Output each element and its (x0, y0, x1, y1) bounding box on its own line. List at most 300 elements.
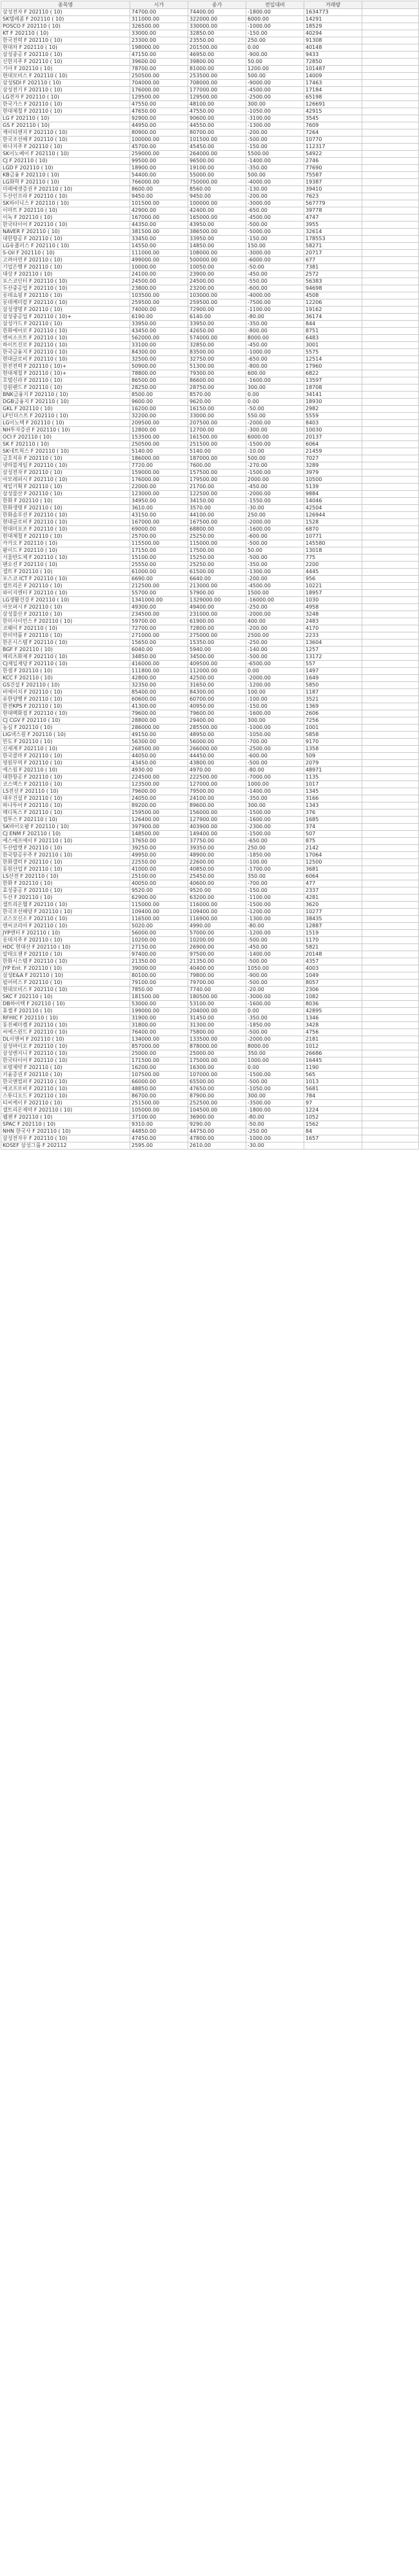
cell-extra (362, 207, 419, 214)
cell-volume: 2746 (304, 158, 362, 165)
cell-close: 708000.00 (188, 80, 246, 87)
cell-volume: 1013 (304, 1079, 362, 1086)
cell-volume: 3166 (304, 795, 362, 802)
table-row (1, 1072, 419, 1079)
cell-name: 한국콜마 F 202110 ( 10) (1, 753, 130, 760)
cell-extra (362, 732, 419, 739)
table-row (1, 1128, 419, 1135)
cell-extra (362, 654, 419, 661)
cell-extra (362, 866, 419, 873)
cell-name: 이마트 F 202110 ( 10) (1, 207, 130, 214)
cell-change: -600.00 (246, 533, 304, 540)
cell-extra (362, 590, 419, 597)
cell-volume: 1519 (304, 930, 362, 937)
table-row (1, 1057, 419, 1065)
cell-volume: 54922 (304, 151, 362, 158)
cell-name: 한국타이어 F 202110 ( 10) (1, 1057, 130, 1065)
table-row (1, 880, 419, 887)
cell-open: 10000.00 (130, 264, 188, 271)
cell-open: 25000.00 (130, 1050, 188, 1057)
table-row (1, 689, 419, 696)
cell-extra (362, 214, 419, 222)
cell-change: -200.00 (246, 625, 304, 632)
cell-extra (362, 122, 419, 129)
table-row (1, 562, 419, 569)
cell-volume: 14009 (304, 73, 362, 80)
cell-open: 39250.00 (130, 845, 188, 852)
table-row (1, 980, 419, 987)
table-row (1, 944, 419, 951)
cell-open: 9310.00 (130, 1121, 188, 1128)
cell-extra (362, 1057, 419, 1065)
table-row (1, 696, 419, 703)
table-row (1, 639, 419, 647)
cell-extra (362, 817, 419, 824)
cell-close: 264000.00 (188, 151, 246, 158)
cell-change: -250.00 (246, 604, 304, 611)
cell-extra (362, 250, 419, 257)
cell-close: 25250.00 (188, 562, 246, 569)
cell-name: 삼성전기 F 202110 ( 10) (1, 87, 130, 94)
cell-change: -1800.00 (246, 1107, 304, 1114)
cell-name: KCC F 202110 ( 10) (1, 675, 130, 682)
table-row (1, 810, 419, 817)
cell-open: 499000.00 (130, 257, 188, 264)
cell-volume: 7256 (304, 717, 362, 724)
cell-open: 44950.00 (130, 122, 188, 129)
table-row (1, 377, 419, 384)
cell-volume: 4958 (304, 604, 362, 611)
cell-extra (362, 9, 419, 16)
cell-change: -1500.00 (246, 469, 304, 477)
cell-change: 0.00 (246, 1008, 304, 1015)
cell-change: 0.00 (246, 399, 304, 406)
cell-extra (362, 689, 419, 696)
cell-open: 54400.00 (130, 172, 188, 179)
cell-volume: 1528 (304, 519, 362, 526)
cell-change: -1850.00 (246, 852, 304, 859)
cell-extra (362, 696, 419, 703)
cell-extra (362, 512, 419, 519)
cell-close: 23200.00 (188, 285, 246, 292)
cell-open: 34850.00 (130, 654, 188, 661)
table-row (1, 491, 419, 498)
cell-extra (362, 1128, 419, 1135)
cell-close: 204000.00 (188, 1008, 246, 1015)
cell-close: 42650.00 (188, 328, 246, 335)
cell-extra (362, 668, 419, 675)
cell-extra (362, 526, 419, 533)
cell-open: 89200.00 (130, 802, 188, 810)
cell-extra (362, 30, 419, 37)
cell-change: -1600.00 (246, 710, 304, 717)
cell-extra (362, 434, 419, 441)
cell-name: 대우건설 F 202110 ( 10) (1, 795, 130, 802)
cell-extra (362, 158, 419, 165)
table-row (1, 349, 419, 356)
cell-open: 61000.00 (130, 569, 188, 576)
cell-change: -600.00 (246, 753, 304, 760)
cell-extra (362, 222, 419, 229)
cell-name: 케이티앤지 F 202110 ( 10) (1, 129, 130, 137)
cell-name: 대상 F 202110 ( 10) (1, 271, 130, 278)
cell-open: 55700.00 (130, 590, 188, 597)
cell-change: -80.00 (246, 923, 304, 930)
cell-close: 34500.00 (188, 654, 246, 661)
cell-name: NHN 한국사 F 202110 ( 10) (1, 1128, 130, 1135)
cell-name: SK바이오팜 F 202110 ( 10) (1, 824, 130, 831)
cell-close: 253500.00 (188, 73, 246, 80)
cell-name: KB금융 F 202110 ( 10) (1, 172, 130, 179)
cell-change: -3100.00 (246, 115, 304, 122)
cell-extra (362, 859, 419, 866)
cell-close: 107000.00 (188, 1072, 246, 1079)
table-row (1, 321, 419, 328)
cell-open: 224500.00 (130, 774, 188, 781)
cell-extra (362, 902, 419, 909)
cell-close: 45450.00 (188, 144, 246, 151)
cell-change: 300.00 (246, 384, 304, 392)
cell-extra (362, 321, 419, 328)
cell-change: -900.00 (246, 972, 304, 980)
cell-extra (362, 710, 419, 717)
cell-change: -200.00 (246, 193, 304, 200)
table-row (1, 229, 419, 236)
table-row (1, 87, 419, 94)
table-row (1, 795, 419, 802)
cell-extra (362, 165, 419, 172)
cell-open: 27150.00 (130, 944, 188, 951)
cell-extra (362, 533, 419, 540)
cell-change: -450.00 (246, 944, 304, 951)
cell-change: -1600.00 (246, 526, 304, 533)
cell-extra (362, 264, 419, 271)
cell-close: 23900.00 (188, 271, 246, 278)
cell-change: -500.00 (246, 980, 304, 987)
cell-open: 148500.00 (130, 831, 188, 838)
table-row (1, 746, 419, 753)
cell-volume: 19387 (304, 179, 362, 186)
cell-open: 43450.00 (130, 328, 188, 335)
cell-open: 15100.00 (130, 554, 188, 562)
cell-open: 84300.00 (130, 349, 188, 356)
table-row (1, 498, 419, 505)
cell-name: 동진쎄미켐 F 202110 ( 10) (1, 1022, 130, 1029)
table-row (1, 774, 419, 781)
cell-volume: 6064 (304, 441, 362, 448)
cell-open: 40050.00 (130, 880, 188, 887)
cell-volume: 8057 (304, 980, 362, 987)
cell-change: -150.00 (246, 887, 304, 895)
cell-open: 48850.00 (130, 1086, 188, 1093)
cell-name: LG이노텍 F 202110 ( 10) (1, 420, 130, 427)
cell-name: 메디톡스 F 202110 ( 10) (1, 810, 130, 817)
cell-change: -2000.00 (246, 675, 304, 682)
cell-volume: 1082 (304, 994, 362, 1001)
cell-open: 111000.00 (130, 250, 188, 257)
cell-close: 25000.00 (188, 1050, 246, 1057)
cell-change: -350.00 (246, 795, 304, 802)
cell-extra (362, 951, 419, 958)
table-row (1, 505, 419, 512)
cell-volume: 477 (304, 880, 362, 887)
cell-name: 영원무역 F 202110 ( 10) (1, 760, 130, 767)
cell-name: 현대글로비 F 202110 ( 10) (1, 519, 130, 526)
cell-open: 2595.00 (130, 1142, 188, 1150)
cell-name: 현대미포조 F 202110 ( 10) (1, 526, 130, 533)
table-row (1, 632, 419, 639)
table-row (1, 214, 419, 222)
cell-change: -30.00 (246, 505, 304, 512)
cell-extra (362, 675, 419, 682)
cell-change: -4000.00 (246, 292, 304, 299)
cell-close: 51300.00 (188, 363, 246, 370)
cell-open: 7720.00 (130, 462, 188, 469)
cell-volume: 18957 (304, 590, 362, 597)
table-row (1, 179, 419, 186)
cell-open: 6040.00 (130, 647, 188, 654)
cell-name: 현대제철 F 202110 ( 10) (1, 108, 130, 115)
cell-change: -200.00 (246, 129, 304, 137)
cell-name: 한화솔루션 F 202110 ( 10) (1, 512, 130, 519)
cell-name: 현대글로비 F 202110 ( 10) (1, 356, 130, 363)
cell-change: 8000.00 (246, 1043, 304, 1050)
cell-close: 109400.00 (188, 909, 246, 916)
cell-open: 32350.00 (130, 682, 188, 689)
cell-extra (362, 469, 419, 477)
cell-name: 펄어비스 F 202110 ( 10) (1, 980, 130, 987)
cell-name: SK텔레콤 F 202110 ( 10) (1, 16, 130, 23)
cell-name: 삼성전자우 F 202110 ( 10) (1, 1135, 130, 1142)
cell-open: 171500.00 (130, 1057, 188, 1065)
cell-change: -100.00 (246, 859, 304, 866)
cell-extra (362, 491, 419, 498)
cell-change: 550.00 (246, 413, 304, 420)
cell-open: 16200.00 (130, 406, 188, 413)
cell-name: 티씨케이 F 202110 ( 10) (1, 1100, 130, 1107)
cell-close: 100000.00 (188, 200, 246, 207)
cell-open: 43150.00 (130, 512, 188, 519)
cell-close: 15250.00 (188, 554, 246, 562)
cell-change: -250.00 (246, 1128, 304, 1135)
cell-open: 107500.00 (130, 1072, 188, 1079)
cell-name: 아모퍼시 F 202110 ( 10) (1, 604, 130, 611)
cell-open: 60600.00 (130, 696, 188, 703)
cell-close: 6640.00 (188, 576, 246, 583)
cell-name: 한전KPS F 202110 ( 10) (1, 703, 130, 710)
cell-change: 400.00 (246, 618, 304, 625)
table-row (1, 1065, 419, 1072)
cell-close: 175000.00 (188, 1057, 246, 1065)
cell-volume: 9170 (304, 739, 362, 746)
cell-change: -1600.00 (246, 1001, 304, 1008)
cell-open: 80100.00 (130, 972, 188, 980)
cell-volume: 5559 (304, 413, 362, 420)
table-row (1, 909, 419, 916)
cell-extra (362, 895, 419, 902)
cell-name: 에스원 F 202110 ( 10) (1, 767, 130, 774)
table-row (1, 965, 419, 972)
table-row (1, 335, 419, 342)
cell-extra (362, 930, 419, 937)
cell-open: 62900.00 (130, 895, 188, 902)
cell-extra (362, 788, 419, 795)
cell-extra (362, 717, 419, 724)
cell-change: -450.00 (246, 484, 304, 491)
cell-extra (362, 314, 419, 321)
cell-name: 한화시스템 F 202110 ( 10) (1, 958, 130, 965)
cell-close: 7740.00 (188, 987, 246, 994)
table-row (1, 384, 419, 392)
cell-extra (362, 1072, 419, 1079)
cell-open: 86700.00 (130, 1093, 188, 1100)
cell-open: 56300.00 (130, 739, 188, 746)
cell-extra (362, 278, 419, 285)
cell-name: 셀트리온헬 F 202110 ( 10) (1, 902, 130, 909)
cell-change: 300.00 (246, 802, 304, 810)
table-row (1, 292, 419, 299)
cell-close: 49400.00 (188, 604, 246, 611)
cell-volume: 13018 (304, 547, 362, 554)
cell-volume: 3979 (304, 469, 362, 477)
cell-close: 31450.00 (188, 1015, 246, 1022)
cell-close: 322000.00 (188, 16, 246, 23)
cell-extra (362, 505, 419, 512)
cell-name: LS산전 F 202110 ( 10) (1, 873, 130, 880)
cell-change: 6000.00 (246, 434, 304, 441)
cell-close: 40400.00 (188, 965, 246, 972)
table-row (1, 441, 419, 448)
cell-close: 108000.00 (188, 250, 246, 257)
cell-name: 한미약품 F 202110 ( 10) (1, 632, 130, 639)
cell-volume (304, 1142, 362, 1150)
cell-name: JYP Ent. F 202110 ( 10) (1, 965, 130, 972)
cell-name: 웹젠 F 202110 ( 10) (1, 1114, 130, 1121)
cell-open: 129500.00 (130, 94, 188, 101)
cell-extra (362, 781, 419, 788)
cell-change: -3000.00 (246, 200, 304, 207)
cell-volume: 39778 (304, 207, 362, 214)
cell-change: -1000.00 (246, 349, 304, 356)
cell-close: 39350.00 (188, 845, 246, 852)
cell-close: 3570.00 (188, 505, 246, 512)
table-row (1, 1093, 419, 1100)
cell-name: BNK금융지 F 202110 ( 10) (1, 392, 130, 399)
cell-change: -3000.00 (246, 994, 304, 1001)
cell-volume: 77690 (304, 165, 362, 172)
cell-name: 현대모비스 F 202110 ( 10) (1, 987, 130, 994)
cell-name: 효성중공 F 202110 ( 10) (1, 887, 130, 895)
cell-close: 47650.00 (188, 1086, 246, 1093)
cell-open: 181500.00 (130, 994, 188, 1001)
cell-change: -20.00 (246, 987, 304, 994)
cell-open: 259000.00 (130, 151, 188, 158)
cell-close: 37750.00 (188, 838, 246, 845)
cell-close: 1329000.00 (188, 597, 246, 604)
cell-close: 26900.00 (188, 944, 246, 951)
cell-extra (362, 724, 419, 732)
cell-name: 한국항공우주 F 202110 ( 10) (1, 852, 130, 859)
cell-open: 47650.00 (130, 108, 188, 115)
cell-name: SK하이닉스 F 202110 ( 10) (1, 200, 130, 207)
cell-close: 12700.00 (188, 427, 246, 434)
cell-change: 0.00 (246, 44, 304, 52)
cell-close: 157500.00 (188, 469, 246, 477)
cell-name: LIG넥스원 F 202110 ( 10) (1, 732, 130, 739)
cell-close: 116000.00 (188, 902, 246, 909)
cell-open: 97400.00 (130, 951, 188, 958)
cell-close: 80700.00 (188, 129, 246, 137)
cell-close: 22600.00 (188, 859, 246, 866)
cell-extra (362, 420, 419, 427)
table-row (1, 625, 419, 632)
cell-extra (362, 484, 419, 491)
cell-close: 116900.00 (188, 916, 246, 923)
table-row (1, 1086, 419, 1093)
cell-close: 149400.00 (188, 831, 246, 838)
cell-name: 유한양행 F 202110 ( 10) (1, 696, 130, 703)
cell-extra (362, 193, 419, 200)
cell-close: 9450.00 (188, 193, 246, 200)
cell-extra (362, 1079, 419, 1086)
cell-close: 9520.00 (188, 887, 246, 895)
cell-close: 90600.00 (188, 115, 246, 122)
cell-change: 50.00 (246, 547, 304, 554)
cell-volume: 10221 (304, 583, 362, 590)
cell-open: 37650.00 (130, 838, 188, 845)
table-row (1, 80, 419, 87)
cell-change: -1500.00 (246, 441, 304, 448)
cell-extra (362, 377, 419, 384)
cell-extra (362, 767, 419, 774)
cell-extra (362, 554, 419, 562)
cell-volume: 40148 (304, 44, 362, 52)
cell-volume: 12514 (304, 356, 362, 363)
cell-extra (362, 1100, 419, 1107)
cell-volume: 10277 (304, 909, 362, 916)
cell-volume: 84 (304, 1128, 362, 1135)
cell-extra (362, 349, 419, 356)
cell-close: 29400.00 (188, 717, 246, 724)
cell-name: 이녹 F 202110 ( 10) (1, 214, 130, 222)
cell-volume: 1346 (304, 1015, 362, 1022)
cell-open: 176000.00 (130, 87, 188, 94)
cell-close: 42500.00 (188, 675, 246, 682)
cell-extra (362, 236, 419, 243)
cell-close: 177000.00 (188, 87, 246, 94)
cell-extra (362, 1093, 419, 1100)
cell-volume: 507 (304, 831, 362, 838)
cell-extra (362, 271, 419, 278)
table-row (1, 887, 419, 895)
cell-name: 현대백화점 F 202110 ( 10) (1, 710, 130, 717)
cell-change: -800.00 (246, 328, 304, 335)
cell-change: -150.00 (246, 236, 304, 243)
table-row (1, 66, 419, 73)
cell-volume: 565 (304, 1072, 362, 1079)
cell-extra (362, 363, 419, 370)
cell-name: BGF F 202110 ( 10) (1, 647, 130, 654)
cell-close: 24100.00 (188, 795, 246, 802)
cell-change: -2500.00 (246, 94, 304, 101)
cell-close: 179500.00 (188, 477, 246, 484)
cell-volume: 42504 (304, 505, 362, 512)
table-row (1, 703, 419, 710)
cell-extra (362, 186, 419, 193)
table-row (1, 753, 419, 760)
cell-change: 50.00 (246, 59, 304, 66)
cell-volume: 3289 (304, 462, 362, 469)
